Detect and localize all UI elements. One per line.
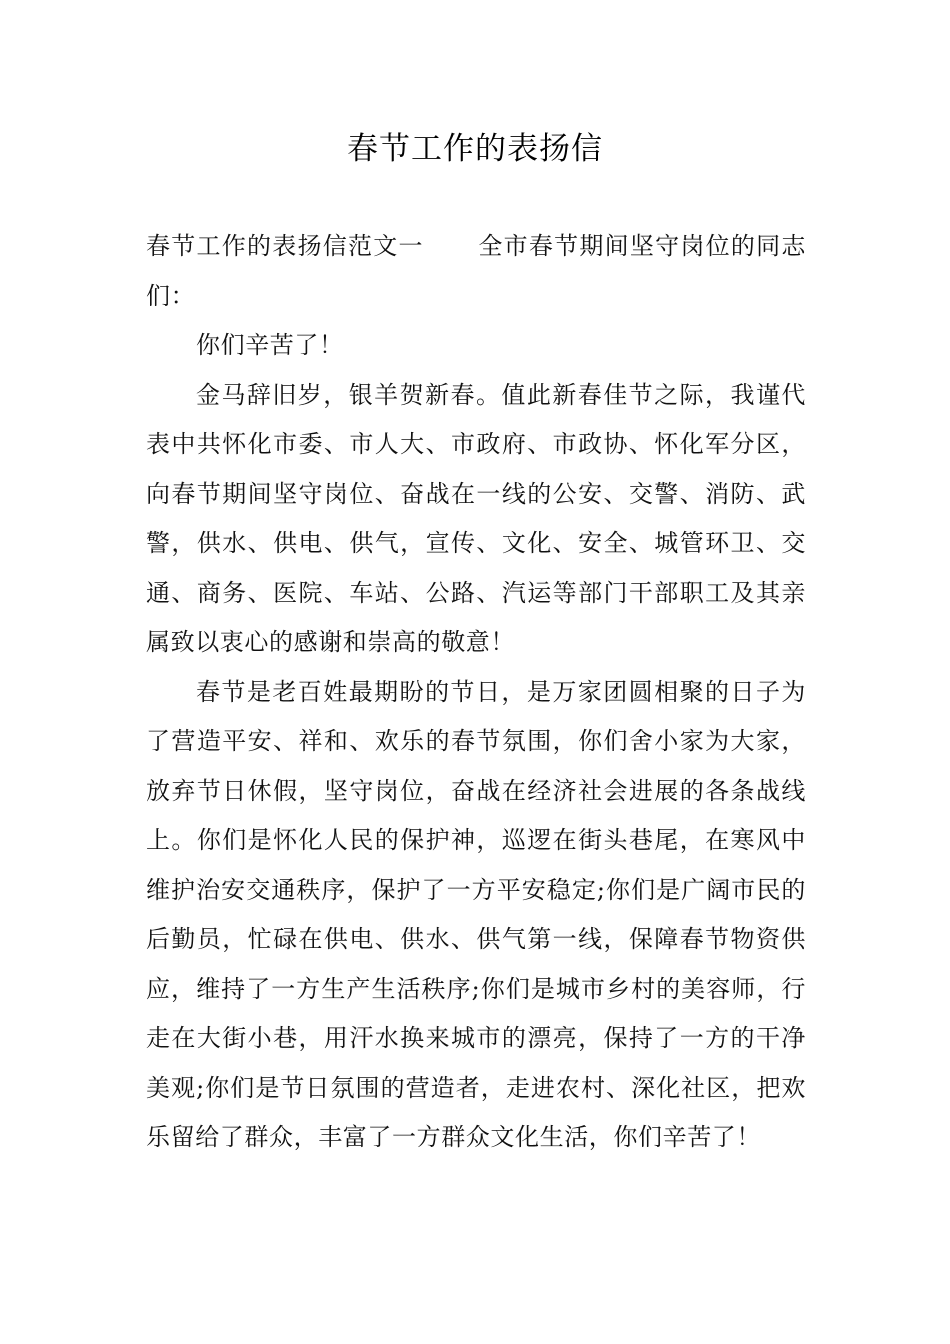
- salutation: 全市春节期间坚守岗位的同志们：: [146, 232, 806, 310]
- document-body: [146, 222, 806, 1163]
- paragraph-praise: 春节是老百姓最期盼的节日，是万家团圆相聚的日子为了营造平安、祥和、欢乐的春节氛围，你们舍小家为大家，放弃节日休假，坚守岗位，奋战在经济社会进展的各条战线上。你们是怀化人民的保护神，巡逻在街头巷尾，在寒风中维护治安交通秩序，保护了一方平安稳定;你们是广阔市民的后勤员，忙碌在供电、供水、供气第一线，保障春节物资供应，维持了一方生产生活秩序;你们是城市乡村的美容师，行走在大街小巷，用汗水换来城市的漂亮，保持了一方的干净美观;你们是节日氛围的营造者，走进农村、深化社区，把欢乐留给了群众，丰富了一方群众文化生活，你们辛苦了！: [146, 677, 806, 1151]
- opening-line: [146, 222, 806, 321]
- paragraph-greeting: 你们辛苦了！: [196, 331, 344, 359]
- paragraph-thanks: 金马辞旧岁，银羊贺新春。值此新春佳节之际，我谨代表中共怀化市委、市人大、市政府、市政协、怀化军分区，向春节期间坚守岗位、奋战在一线的公安、交警、消防、武警，供水、供电、供气，宣传、文化、安全、城管环卫、交通、商务、医院、车站、公路、汽运等部门干部职工及其亲属致以衷心的感谢和崇高的敬意！: [146, 380, 806, 656]
- document-title: 春节工作的表扬信: [347, 131, 603, 167]
- opening-heading: 春节工作的表扬信范文一: [146, 232, 424, 260]
